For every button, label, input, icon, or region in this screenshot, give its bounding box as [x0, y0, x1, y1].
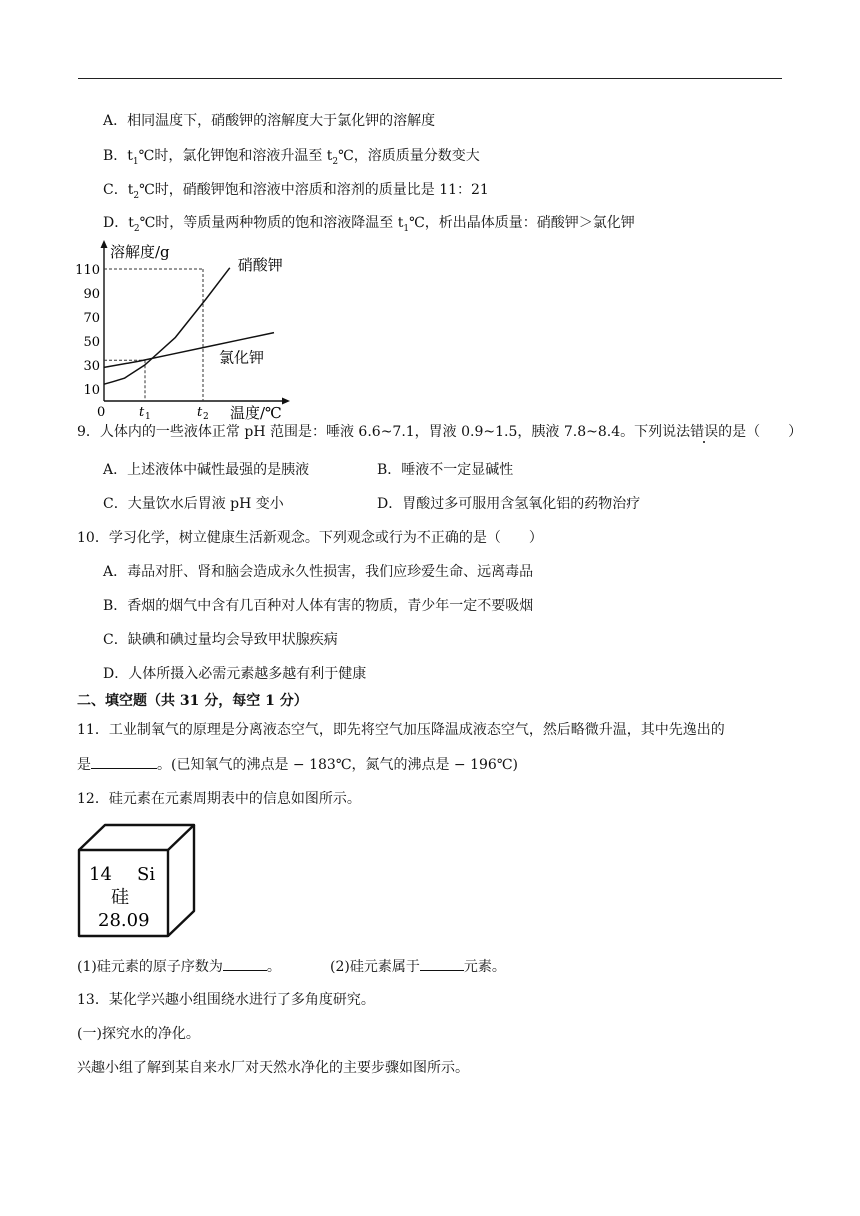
q13-part-1: (一)探究水的净化。 — [77, 1026, 200, 1042]
q11-line-2: 是 。(已知氧气的沸点是 − 183℃，氮气的沸点是 − 196℃) — [77, 754, 518, 775]
q12-sub-2: (2)硅元素属于 元素。 — [330, 956, 506, 977]
element-name: 硅 — [111, 887, 129, 908]
q9-option-a: A．上述液体中碱性最强的是胰液 — [103, 462, 310, 478]
q12-sub-1: (1)硅元素的原子序数为 。 — [77, 956, 281, 977]
section-2-heading: 二、填空题（共 31 分，每空 1 分） — [77, 693, 308, 709]
y-axis-label: 溶解度/g — [110, 243, 170, 261]
solubility-chart — [70, 238, 300, 423]
x-tick-label-1: t — [197, 405, 203, 420]
atomic-mass: 28.09 — [98, 910, 150, 931]
y-axis-arrow — [101, 240, 108, 248]
header-rule — [78, 78, 782, 79]
q12-stem: 12．硅元素在元素周期表中的信息如图所示。 — [77, 791, 361, 807]
series-line-0 — [104, 268, 230, 384]
series-label-1: 氯化钾 — [219, 348, 265, 367]
q9-option-c: C．大量饮水后胃液 pH 变小 — [103, 496, 284, 512]
q8-option-d: D．$t_2℃$时，等质量两种物质的饱和溶液降温至 $t_1℃$，析出晶体质量：硝酸钾＞氯化钾 — [103, 215, 635, 234]
q10-option-d: D．人体所摄入必需元素越多越有利于健康 — [103, 666, 367, 682]
q13-stem: 13．某化学兴趣小组围绕水进行了多角度研究。 — [77, 992, 375, 1008]
y-tick-label-1: 90 — [83, 287, 100, 302]
y-tick-label-2: 70 — [83, 311, 100, 326]
q12-blank-1[interactable] — [223, 956, 267, 971]
q8-option-c: C．$t_2℃$时，硝酸钾饱和溶液中溶质和溶剂的质量比是 11：21 — [103, 182, 489, 201]
y-tick-label-0: 110 — [75, 263, 100, 278]
q8-option-a: A．相同温度下，硝酸钾的溶解度大于氯化钾的溶解度 — [103, 113, 436, 129]
x-tick-label-0: t — [139, 405, 145, 420]
periodic-element-cube — [76, 822, 200, 940]
q9-stem: 9．人体内的一些液体正常 pH 范围是：唾液 6.6~7.1，胃液 0.9~1.5，胰液 7.8~8.4。下列说法错误的是（ ） — [77, 424, 803, 440]
series-label-0: 硝酸钾 — [237, 255, 283, 274]
q8-option-b: B．$t_1℃$时，氯化钾饱和溶液升温至 $t_2℃$，溶质质量分数变大 — [103, 148, 480, 167]
y-tick-label-4: 30 — [83, 359, 100, 374]
q9-emphasis: 错误 — [690, 424, 719, 440]
x-axis-label: 温度/℃ — [230, 404, 282, 422]
q10-stem: 10．学习化学，树立健康生活新观念。下列观念或行为不正确的是（ ） — [77, 530, 543, 546]
atomic-number: 14 — [89, 864, 112, 885]
q10-option-a: A．毒品对肝、肾和脑会造成永久性损害，我们应珍爱生命、远离毒品 — [103, 564, 534, 580]
q10-option-c: C．缺碘和碘过量均会导致甲状腺疾病 — [103, 632, 338, 648]
x-tick-sub-0: 1 — [145, 412, 151, 422]
y-tick-label-5: 10 — [83, 383, 100, 398]
q13-intro: 兴趣小组了解到某自来水厂对天然水净化的主要步骤如图所示。 — [77, 1060, 469, 1076]
q9-option-d: D．胃酸过多可服用含氢氧化铝的药物治疗 — [377, 496, 641, 512]
q11-line-1: 11．工业制氧气的原理是分离液态空气，即先将空气加压降温成液态空气，然后略微升温，其中先逸出的 — [77, 722, 725, 738]
q9-option-b: B．唾液不一定显碱性 — [377, 462, 514, 478]
origin-label: 0 — [97, 405, 106, 420]
x-tick-sub-1: 2 — [203, 412, 209, 422]
q10-option-b: B．香烟的烟气中含有几百种对人体有害的物质，青少年一定不要吸烟 — [103, 598, 534, 614]
y-tick-label-3: 50 — [83, 335, 100, 350]
q11-answer-blank[interactable] — [91, 754, 157, 769]
x-axis-arrow — [282, 398, 290, 405]
element-symbol: Si — [137, 864, 156, 885]
q12-blank-2[interactable] — [420, 956, 464, 971]
